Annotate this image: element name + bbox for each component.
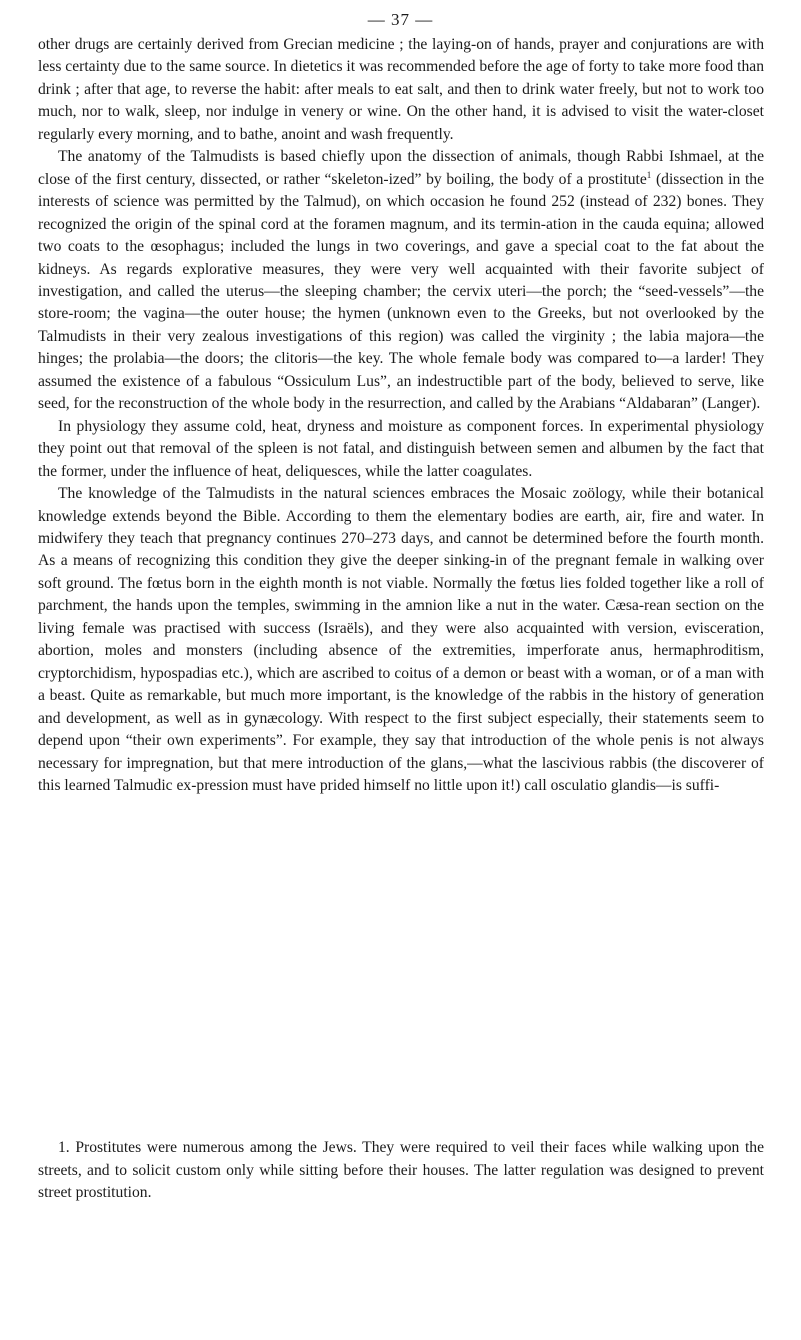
anatomy-text-end: (dissection in the interests of science was permitted by the Talmud), on which occasion he found 252 (instead of 232) bones. They recognized the origin of the spinal cord at the foramen magnum, and its termin-ation in the cauda equina; allowed two coats to the œsophagus; included the lungs in two coverings, and gave a special coat to the fat about the kidneys. As regards explorative measures, they were very well acquainted with their favorite subject of investigation, and called the uterus—the sleeping chamber; the cervix uteri—the porch; the “seed-vessels”—the store-room; the vagina—the outer house; the hymen (unknown even to the Greeks, but not overlooked by the Talmudists in their very zealous investigations of this region) was called the virginity ; the labia majora—the hinges; the prolabia—the doors; the clitoris—the key. The whole female body was compared to—a larder! They assumed the existence of a fabulous “Ossiculum Lus”, an indestructible part of the body, believed to serve, like seed, for the reconstruction of the whole body in the resurrection, and called by the Arabians “Aldabaran” (Langer). — [38, 170, 765, 413]
paragraph-physiology: In physiology they assume cold, heat, dryness and moisture as component forces. In experimental physiology they point out that removal of the spleen is not fatal, and distinguish between semen and albumen by the fact that the former, under the influence of heat, deliquesces, while the latter coagulates. — [38, 417, 764, 480]
main-text — [38, 34, 764, 797]
paragraph-anatomy — [38, 146, 764, 415]
footnote-text: 1. Prostitutes were numerous among the Jews. They were required to veil their faces while walking upon the streets, and to solicit custom only while sitting before their houses. The latter regulation was designed to prevent street prostitution. — [38, 1139, 764, 1201]
paragraph-natural-sciences: The knowledge of the Talmudists in the natural sciences embraces the Mosaic zoölogy, while their botanical knowledge extends beyond the Bible. According to them the elementary bodies are earth, air, fire and water. In midwifery they teach that pregnancy continues 270–273 days, and cannot be determined before the fourth month. As a means of recognizing this condition they give the deeper sinking-in of the pregnant female in walking over soft ground. The fœtus born in the eighth month is not viable. Normally the fœtus lies folded together like a roll of parchment, the hands upon the temples, swimming in the amnion like a nut in the water. Cæsa-rean section on the living female was practised with success (Israëls), and they were also acquainted with version, evisceration, abortion, moles and monsters (including absence of the extremities, imperforate anus, hermaphroditism, cryptorchidism, hypospadias etc.), which are ascribed to coitus of a demon or beast with a woman, or of a man with a beast. Quite as remarkable, but much more important, is the knowledge of the rabbis in the history of generation and development, as well as in gynæcology. With respect to the first subject especially, their statements seem to depend upon “their own experiments”. For example, they say that introduction of the whole penis is not always necessary for impregnation, but that mere introduction of the glans,—what the lascivious rabbis (the discoverer of this learned Talmudic ex-pression must have prided himself no little upon it!) call osculatio glandis—is suffi- — [38, 485, 764, 794]
paragraph-dietetics: other drugs are certainly derived from Grecian medicine ; the laying-on of hands, prayer and conjurations are with less certainty due to the same source. In dietetics it was recommended before the age of forty to take more food than drink ; after that age, to reverse the habit: after meals to eat salt, and then to drink water freely, but not to work too much, nor to walk, sleep, nor indulge in venery or wine. On the other hand, it is advised to visit the water-closet regularly every morning, and to bathe, anoint and wash frequently. — [38, 36, 764, 143]
anatomy-text-start: The anatomy of the Talmudists is based chiefly upon the dissection of animals, though Rabbi Ishmael, at the close of the first century, dissected, or rather “skeleton-ized” by boiling, the body of a prostitute — [38, 148, 764, 188]
footnote-reference: 1 — [646, 169, 652, 180]
page-number: — 37 — — [367, 10, 434, 29]
footnote — [38, 1137, 764, 1205]
